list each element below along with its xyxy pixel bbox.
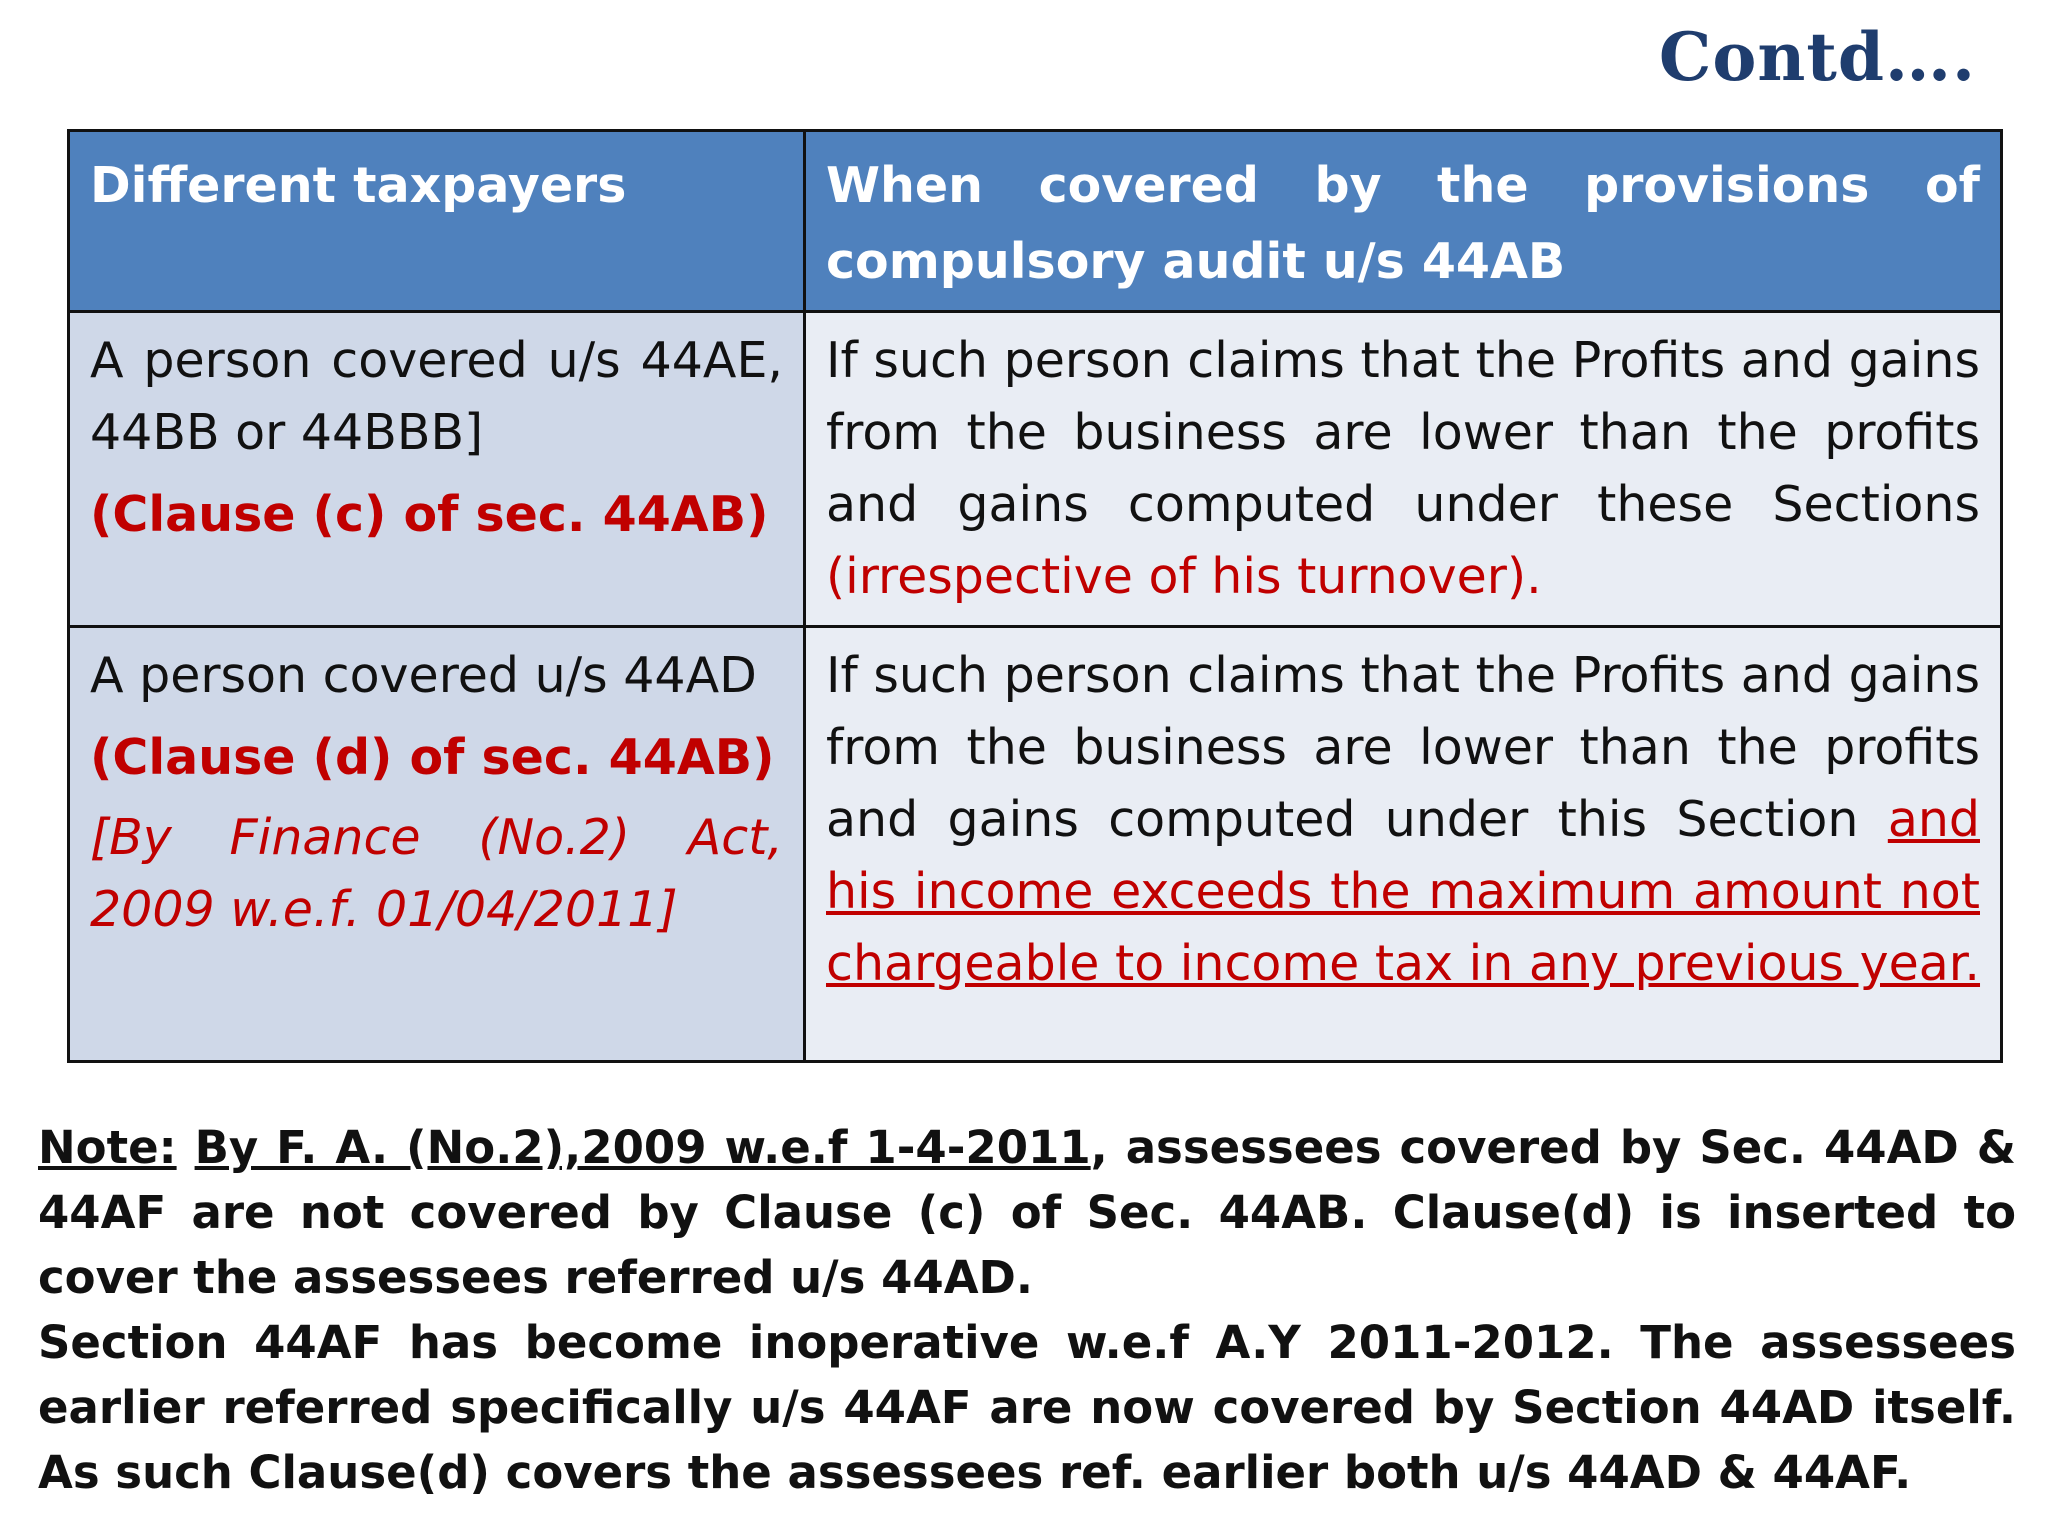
- contd-heading: Contd….: [1658, 18, 1976, 96]
- condition-highlight: (irrespective of his turnover).: [826, 548, 1542, 605]
- note-label: Note:: [38, 1121, 177, 1174]
- taxpayer-text: A person covered u/s 44AD: [90, 647, 757, 704]
- table-header-row: [69, 131, 2002, 312]
- taxpayer-text: A person covered u/s 44AE, 44BB or 44BBB]: [90, 332, 783, 461]
- note-section: [38, 1115, 2016, 1505]
- table-row: [69, 627, 2002, 1062]
- condition-text: If such person claims that the Profits and gains from the business are lower than the profits and gains computed under these Sections: [826, 332, 1980, 533]
- condition-highlight: and his income exceeds the maximum amount not chargeable to income tax in any previous year.: [826, 791, 1981, 992]
- audit-table: [67, 129, 2003, 1063]
- taxpayer-cell: [69, 627, 805, 1062]
- taxpayer-cell: [69, 312, 805, 627]
- note-reference: By F. A. (No.2),2009 w.e.f 1-4-2011: [194, 1121, 1091, 1174]
- clause-text: (Clause (c) of sec. 44AB): [90, 486, 769, 543]
- note-paragraph-2: Section 44AF has become inoperative w.e.f A.Y 2011-2012. The assessees earlier referred specifically u/s 44AF are now covered by Section 44AD itself. As such Clause(d) covers the assessees ref. earlier both u/s 44AD & 44AF.: [38, 1316, 2016, 1499]
- condition-cell: [805, 627, 2002, 1062]
- amendment-text: [By Finance (No.2) Act, 2009 w.e.f. 01/04/2011]: [90, 809, 783, 938]
- condition-cell: [805, 312, 2002, 627]
- header-taxpayers: Different taxpayers: [69, 131, 805, 312]
- table-row: [69, 312, 2002, 627]
- note-text-1: , assessees covered by Sec. 44AD & 44AF are not covered by Clause (c) of Sec. 44AB. Clause(d) is inserted to cover the assessees referred u/s 44AD.: [38, 1121, 2016, 1304]
- condition-text: If such person claims that the Profits and gains from the business are lower than the profits and gains computed under this Section: [826, 647, 1980, 848]
- note-paragraph-1: [38, 1115, 2016, 1310]
- header-audit-condition: When covered by the provisions of compulsory audit u/s 44AB: [805, 131, 2002, 312]
- clause-text: (Clause (d) of sec. 44AB): [90, 729, 775, 786]
